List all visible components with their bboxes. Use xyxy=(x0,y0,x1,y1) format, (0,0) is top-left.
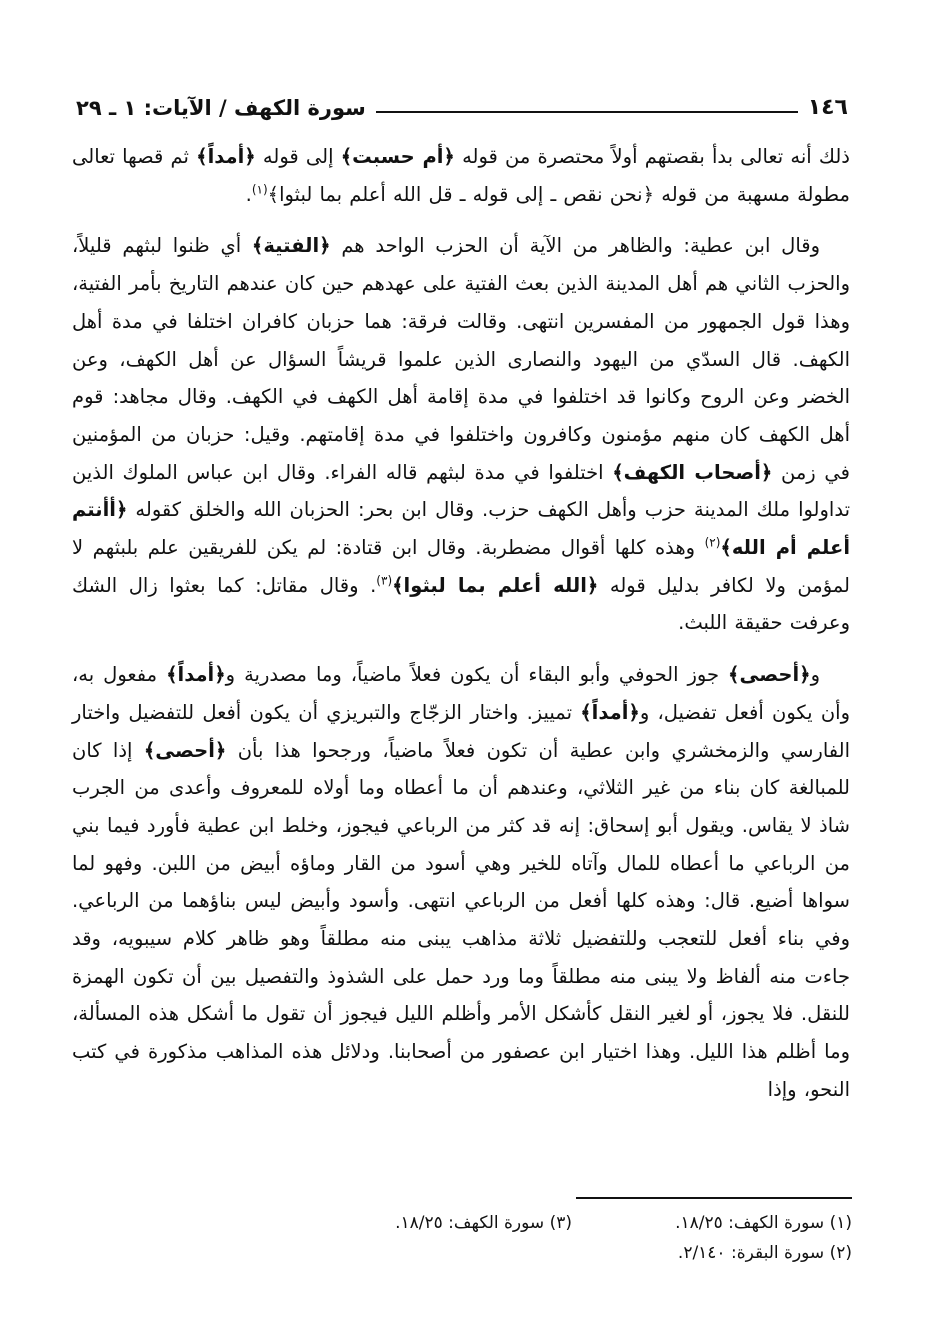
text-segment: ثم قصها تعالى مطولة مسهبة من قوله xyxy=(72,145,850,206)
paragraph-3 xyxy=(72,656,850,1108)
quranic-quote: ﴿أمداً﴾ xyxy=(166,663,226,687)
text-segment: إلى قوله xyxy=(255,145,341,168)
footnote-2: (٢) سورة البقرة: ٢/١٤٠. xyxy=(677,1243,852,1263)
quranic-quote: ﴿أحصى﴾ xyxy=(728,663,811,687)
footnote-separator xyxy=(576,1197,852,1199)
footnote-ref: (١) xyxy=(251,182,268,197)
text-segment: وهذه كلها أقوال مضطربة. وقال ابن قتادة: لم يكن للفريقين علم بلبثهم لا لمؤمن ولا لكافر بدليل قوله xyxy=(72,536,850,597)
paragraph-1 xyxy=(72,138,850,213)
text-segment: ﴿نحن نقص ـ إلى قوله ـ قل الله أعلم بما لبثوا﴾ xyxy=(267,182,655,206)
text-segment: . وقال مقاتل: كما بعثوا زال الشك وعرفت حقيقة اللبث. xyxy=(72,573,850,635)
text-segment: مفعول به، وأن يكون أفعل تفضيل، و xyxy=(72,663,850,724)
quranic-quote: ﴿أمداً﴾ xyxy=(196,145,256,168)
page-header xyxy=(76,84,848,120)
text-segment: تمييز. واختار الزجّاج والتبريزي أن يكون أفعل للتفضيل واختار الفارسي والزمخشري وابن عطية أن تكون فعلاً ماضياً، ورجحوا هذا بأن xyxy=(72,700,850,762)
quranic-quote: ﴿أم حسبت﴾ xyxy=(340,145,455,168)
footnote-ref: (٣) xyxy=(376,573,393,588)
quranic-quote: ﴿أمداً﴾ xyxy=(580,700,640,724)
quranic-quote: ﴿أأنتم أعلم أم الله﴾ xyxy=(72,498,851,560)
text-segment: ذلك أنه تعالى بدأ بقصتهم أولاً محتصرة من قوله xyxy=(454,145,850,168)
footnote-row xyxy=(292,1238,852,1268)
main-text xyxy=(72,138,850,1109)
footnote-3: (٣) سورة الكهف: ١٨/٢٥. xyxy=(395,1213,572,1233)
footnote-1: (١) سورة الكهف: ١٨/٢٥. xyxy=(675,1213,852,1233)
footnote-ref: (٢) xyxy=(704,535,721,550)
footnotes xyxy=(292,1208,852,1268)
quranic-quote: ﴿أحصى﴾ xyxy=(143,738,227,762)
page-number: ١٤٦ xyxy=(807,95,848,120)
quranic-quote: ﴿أصحاب الكهف﴾ xyxy=(612,460,773,484)
quranic-quote: ﴿الفتية﴾ xyxy=(251,234,331,258)
text-segment: أي ظنوا لبثهم قليلاً، والحزب الثاني هم أهل المدينة الذين بعث الفتية على عهدهم حين كان عندهم التاريخ بأمر الفتية، وهذا قول الجمهور من المفسرين انتهى. وقالت فرقة: هما حزبان كافران اختلفا في مدة أهل الكهف. قال السدّي من اليهود والنصارى الذين علموا قريشاً السؤال عن أهل الكهف، وعن الخضر وعن الروح وكانوا قد اختلفوا في مدة إقامة أهل الكهف في الكهف. وقال مجاهد: قوم أهل الكهف كان منهم مؤمنون وكافرون واختلفوا في مدة إقامتهم. وقيل: حزبان من المؤمنين في زمن xyxy=(72,234,850,484)
header-rule xyxy=(376,111,798,113)
paragraph-2 xyxy=(72,227,850,642)
text-segment: جوز الحوفي وأبو البقاء أن يكون فعلاً ماضياً، وما مصدرية و xyxy=(225,663,729,687)
text-segment: و xyxy=(810,663,821,687)
text-segment: إذا كان للمبالغة كان بناء من غير الثلاثي، وعندهم أن ما أعطاه وما أولاه للمعروف وأعدى من الجرب شاذ لا يقاس. ويقول أبو إسحاق: إنه قد كثر من الرباعي فيجوز، وخلط ابن عطية فأورد فيما بني من الرباعي ما أعطاه للمال وآتاه للخير وهي أسود من القار وماؤه أبيض من اللبن. وفهو لما سواها أضيع. قال: وهذه كلها أفعل من الرباعي انتهى. وأسود وأبيض ليس بناؤهما من الرباعي. وفي بناء أفعل للتعجب وللتفضيل ثلاثة مذاهب يبنى منه مطلقاً وهو ظاهر كلام سيبويه، وقد جاءت منه ألفاظ ولا يبنى منه مطلقاً وما ورد حمل على الشذوذ والتفصيل بين أن تكون الهمزة للنقل. فلا يجوز، أو لغير النقل كأشكل الأمر وأظلم الليل فيجوز أن تقول ما أشكل هذه المسألة، وما أظلم هذا الليل. وهذا اختيار ابن عصفور من أصحابنا. ودلائل هذه المذاهب مذكورة في كتب النحو، وإذا xyxy=(72,738,850,1101)
text-segment: اختلفوا في مدة لبثهم قاله الفراء. وقال ابن عباس الملوك الذين تداولوا ملك المدينة حزب وأهل الكهف حزب. وقال ابن بحر: الحزبان الله والخلق كقوله xyxy=(72,460,850,522)
quranic-quote: ﴿الله أعلم بما لبثوا﴾ xyxy=(392,573,599,597)
footnote-row xyxy=(292,1208,852,1238)
running-title: سورة الكهف / الآيات: ١ ـ ٢٩ xyxy=(76,96,366,120)
text-segment: وقال ابن عطية: والظاهر من الآية أن الحزب الواحد هم xyxy=(330,234,820,258)
text-segment: . xyxy=(245,182,252,206)
